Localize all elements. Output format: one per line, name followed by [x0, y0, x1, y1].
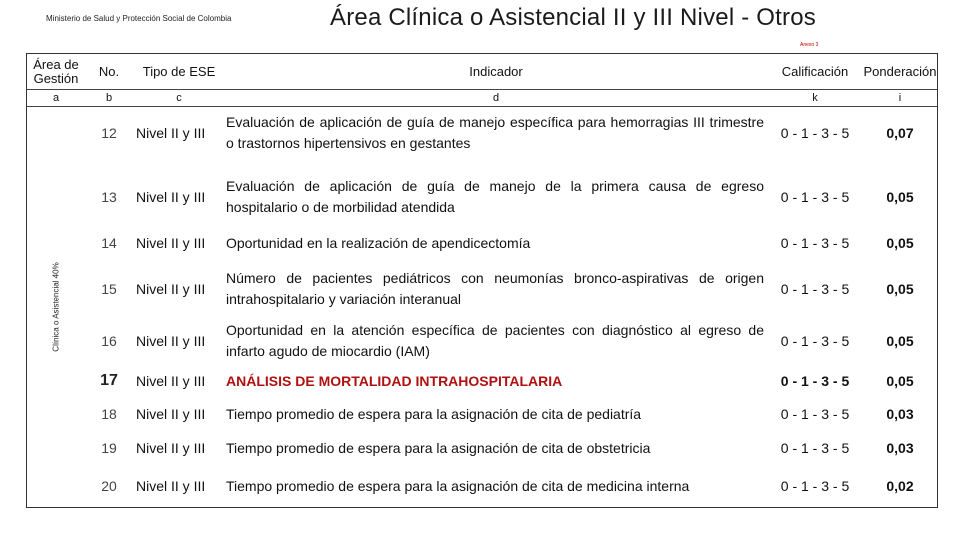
row-indicador: Tiempo promedio de espera para la asignación de cita de medicina interna	[226, 477, 690, 494]
column-letters-row	[27, 89, 937, 107]
row-calificacion: 0 - 1 - 3 - 5	[780, 406, 850, 422]
letter-a: a	[52, 91, 60, 104]
row-no: 19	[101, 440, 117, 456]
row-tipo: Nivel II y III	[136, 440, 206, 456]
col-header-calificacion: Calificación	[781, 63, 849, 79]
row-no: 12	[101, 125, 117, 141]
table-row	[27, 432, 937, 464]
letter-c: c	[176, 91, 182, 104]
row-ponderacion: 0,05	[886, 189, 914, 205]
row-ponderacion: 0,05	[886, 373, 914, 389]
col-header-indicador: Indicador	[469, 63, 523, 79]
row-ponderacion: 0,05	[886, 235, 914, 251]
row-no: 16	[101, 333, 117, 349]
row-ponderacion: 0,03	[886, 440, 914, 456]
letter-d: d	[492, 91, 500, 104]
row-tipo: Nivel II y III	[136, 235, 206, 251]
row-calificacion: 0 - 1 - 3 - 5	[780, 440, 850, 456]
area-side-text: Clínica o Asistencial 40%	[51, 261, 61, 352]
row-calificacion: 0 - 1 - 3 - 5	[780, 281, 850, 297]
page-title: Área Clínica o Asistencial II y III Nivel - Otros	[330, 4, 816, 31]
table-row	[27, 464, 937, 508]
table-row	[27, 366, 937, 396]
row-ponderacion: 0,07	[886, 125, 914, 141]
row-indicador: Oportunidad en la realización de apendicectomía	[226, 234, 531, 251]
table-header	[27, 54, 937, 90]
row-calificacion: 0 - 1 - 3 - 5	[780, 125, 850, 141]
col-header-area: Área de Gestión	[33, 56, 79, 86]
row-no: 13	[101, 189, 117, 205]
row-ponderacion: 0,05	[886, 333, 914, 349]
row-indicador: Número de pacientes pediátricos con neumonías bronco-aspirativas de origen intrahospitalario y variación interanual	[226, 270, 764, 307]
row-ponderacion: 0,03	[886, 406, 914, 422]
table-row	[27, 262, 937, 316]
annex-label: Anexo 3	[800, 42, 819, 48]
table-row	[27, 106, 937, 160]
row-calificacion: 0 - 1 - 3 - 5	[780, 235, 850, 251]
row-indicador: Tiempo promedio de espera para la asignación de cita de pediatría	[226, 405, 642, 422]
table-row	[27, 170, 937, 224]
row-tipo: Nivel II y III	[136, 333, 206, 349]
ministry-name: Ministerio de Salud y Protección Social de Colombia	[46, 14, 232, 23]
row-indicador: ANÁLISIS DE MORTALIDAD INTRAHOSPITALARIA	[226, 372, 563, 389]
col-header-ponderacion: Ponderación	[863, 63, 937, 79]
letter-k: k	[812, 91, 818, 104]
row-ponderacion: 0,02	[886, 478, 914, 494]
row-tipo: Nivel II y III	[136, 373, 206, 389]
row-tipo: Nivel II y III	[136, 125, 206, 141]
row-no: 15	[101, 281, 117, 297]
row-tipo: Nivel II y III	[136, 406, 206, 422]
row-tipo: Nivel II y III	[136, 281, 206, 297]
col-header-no: No.	[98, 63, 120, 79]
letter-i: i	[898, 91, 902, 104]
table-row	[27, 226, 937, 260]
row-no: 20	[101, 478, 117, 494]
table-row	[27, 314, 937, 368]
indicators-table	[26, 53, 938, 508]
row-calificacion: 0 - 1 - 3 - 5	[780, 189, 850, 205]
letter-b: b	[105, 91, 113, 104]
row-calificacion: 0 - 1 - 3 - 5	[780, 478, 850, 494]
row-ponderacion: 0,05	[886, 281, 914, 297]
row-tipo: Nivel II y III	[136, 478, 206, 494]
row-indicador: Tiempo promedio de espera para la asignación de cita de obstetricia	[226, 439, 651, 456]
row-indicador: Evaluación de aplicación de guía de manejo de la primera causa de egreso hospitalario o de morbilidad atendida	[226, 178, 764, 215]
row-indicador: Oportunidad en la atención específica de pacientes con diagnóstico al egreso de infarto agudo de miocardio (IAM)	[226, 322, 764, 359]
row-calificacion: 0 - 1 - 3 - 5	[780, 373, 850, 389]
row-calificacion: 0 - 1 - 3 - 5	[780, 333, 850, 349]
row-tipo: Nivel II y III	[136, 189, 206, 205]
row-no: 14	[101, 235, 117, 251]
row-no: 17	[100, 372, 118, 389]
row-indicador: Evaluación de aplicación de guía de manejo específica para hemorragias III trimestre o trastornos hipertensivos en gestantes	[226, 114, 764, 151]
table-row	[27, 398, 937, 430]
col-header-tipo: Tipo de ESE	[142, 63, 216, 79]
row-no: 18	[101, 406, 117, 422]
